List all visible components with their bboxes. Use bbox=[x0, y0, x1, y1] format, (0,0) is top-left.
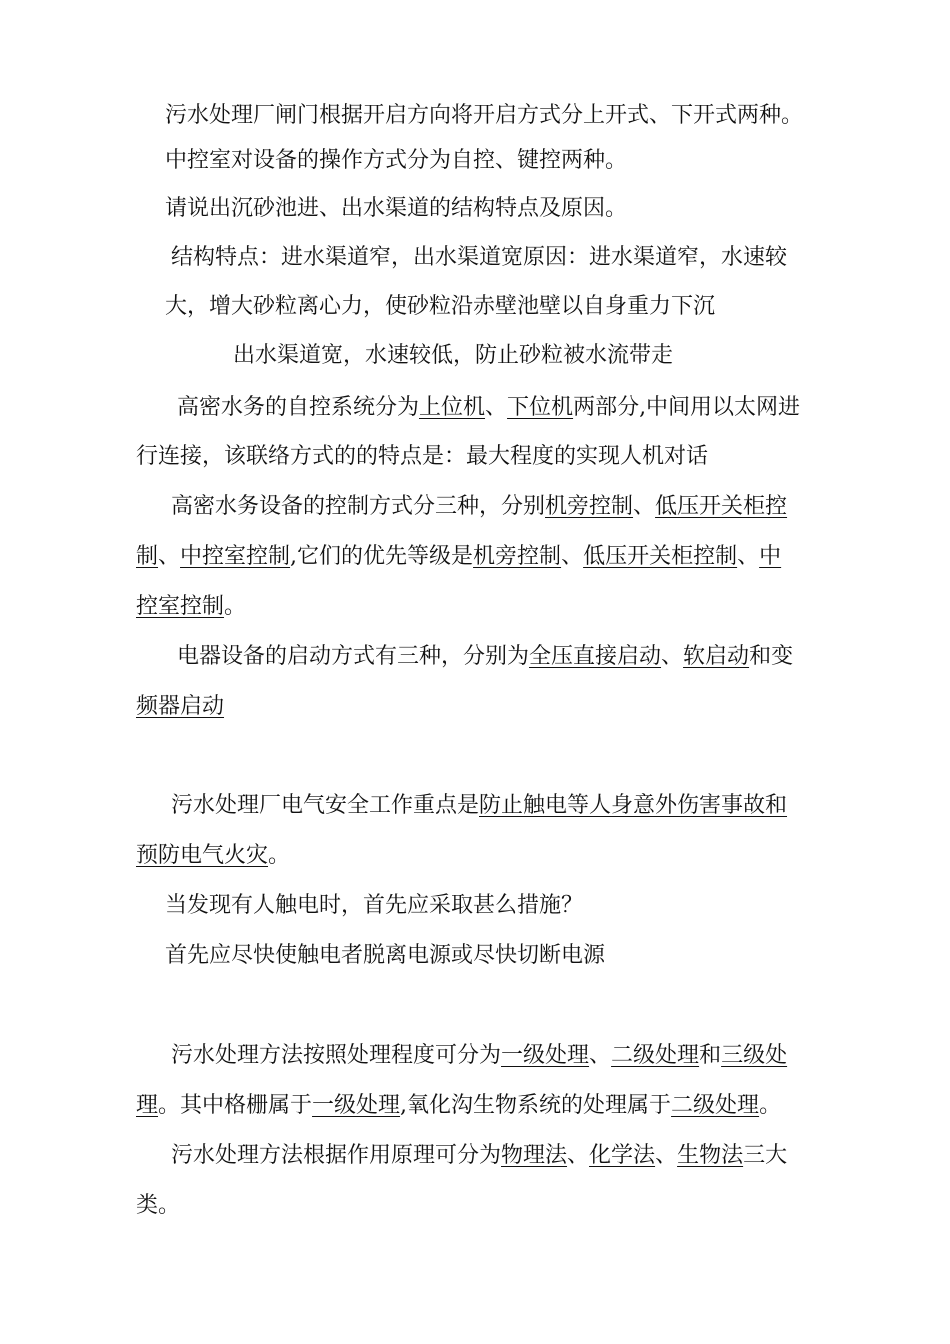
text-line: 污水处理厂闸门根据开启方向将开启方式分上开式、下开式两种。 bbox=[165, 103, 804, 128]
text-line bbox=[136, 1091, 781, 1121]
underlined-term: 中 bbox=[759, 544, 782, 569]
underlined-term: 低压开关柜控 bbox=[655, 494, 788, 519]
underlined-term: 制 bbox=[136, 544, 159, 569]
text-run: 两部分,中间用以太网进 bbox=[573, 395, 801, 420]
text-run: 、 bbox=[485, 395, 508, 420]
text-line bbox=[171, 1141, 787, 1171]
text-line: 请说出沉砂池进、出水渠道的结构特点及原因。 bbox=[165, 196, 628, 221]
text-line bbox=[136, 692, 224, 722]
underlined-term: 理 bbox=[136, 1093, 159, 1118]
underlined-term: 二级处理 bbox=[671, 1093, 760, 1118]
underlined-term: 一级处理 bbox=[312, 1093, 401, 1118]
underlined-term: 频器启动 bbox=[136, 694, 225, 719]
underlined-term: 中控室控制 bbox=[180, 544, 291, 569]
text-run: 。 bbox=[268, 843, 291, 868]
text-line: 首先应尽快使触电者脱离电源或尽快切断电源 bbox=[165, 943, 606, 968]
text-line bbox=[171, 492, 787, 522]
text-run: 污水处理厂电气安全工作重点是 bbox=[171, 793, 480, 818]
underlined-term: 防止触电等人身意外伤害事故和 bbox=[479, 793, 788, 818]
text-line: 行连接，该联络方式的的特点是：最大程度的实现人机对话 bbox=[136, 444, 709, 469]
text-run: 、 bbox=[158, 544, 181, 569]
underlined-term: 化学法 bbox=[589, 1143, 656, 1168]
underlined-term: 软启动 bbox=[683, 644, 750, 669]
text-run: 。其中格栅属于 bbox=[158, 1093, 313, 1118]
underlined-term: 预防电气火灾 bbox=[136, 843, 269, 868]
text-run: 电器设备的启动方式有三种，分别为 bbox=[177, 644, 530, 669]
text-line: 出水渠道宽，水速较低，防止砂粒被水流带走 bbox=[233, 343, 674, 368]
text-line: 类。 bbox=[136, 1193, 181, 1218]
text-line: 结构特点：进水渠道窄，出水渠道宽原因：进水渠道窄，水速较 bbox=[171, 245, 788, 270]
underlined-term: 物理法 bbox=[501, 1143, 568, 1168]
text-run: 。 bbox=[759, 1093, 782, 1118]
text-line bbox=[136, 841, 290, 871]
underlined-term: 全压直接启动 bbox=[529, 644, 662, 669]
text-run: ,它们的优先等级是 bbox=[290, 544, 474, 569]
text-line bbox=[177, 393, 800, 423]
text-run: 、 bbox=[633, 494, 656, 519]
text-line bbox=[171, 791, 787, 821]
text-run: 、 bbox=[589, 1043, 612, 1068]
text-run: 高密水务的自控系统分为 bbox=[177, 395, 420, 420]
text-line bbox=[136, 592, 246, 622]
text-run: ,氧化沟生物系统的处理属于 bbox=[400, 1093, 672, 1118]
text-line bbox=[136, 542, 781, 572]
underlined-term: 三级处 bbox=[721, 1043, 788, 1068]
text-run: 三大 bbox=[743, 1143, 788, 1168]
text-run: 、 bbox=[655, 1143, 678, 1168]
underlined-term: 低压开关柜控制 bbox=[583, 544, 738, 569]
text-run: 。 bbox=[224, 594, 247, 619]
text-run: 和 bbox=[699, 1043, 722, 1068]
text-line bbox=[177, 642, 793, 672]
text-line: 大，增大砂粒离心力，使砂粒沿赤壁池壁以自身重力下沉 bbox=[165, 294, 716, 319]
text-run: 高密水务设备的控制方式分三种，分别 bbox=[171, 494, 546, 519]
text-line: 中控室对设备的操作方式分为自控、键控两种。 bbox=[165, 148, 628, 173]
text-line: 当发现有人触电时，首先应采取甚么措施？ bbox=[165, 893, 584, 918]
underlined-term: 控室控制 bbox=[136, 594, 225, 619]
underlined-term: 二级处理 bbox=[611, 1043, 700, 1068]
underlined-term: 下位机 bbox=[507, 395, 574, 420]
text-line bbox=[171, 1041, 787, 1071]
text-run: 污水处理方法按照处理程度可分为 bbox=[171, 1043, 502, 1068]
underlined-term: 机旁控制 bbox=[545, 494, 634, 519]
text-run: 和变 bbox=[749, 644, 794, 669]
underlined-term: 机旁控制 bbox=[473, 544, 562, 569]
underlined-term: 一级处理 bbox=[501, 1043, 590, 1068]
underlined-term: 上位机 bbox=[419, 395, 486, 420]
text-run: 、 bbox=[737, 544, 760, 569]
text-run: 、 bbox=[661, 644, 684, 669]
text-run: 、 bbox=[567, 1143, 590, 1168]
underlined-term: 生物法 bbox=[677, 1143, 744, 1168]
text-run: 污水处理方法根据作用原理可分为 bbox=[171, 1143, 502, 1168]
text-run: 、 bbox=[561, 544, 584, 569]
